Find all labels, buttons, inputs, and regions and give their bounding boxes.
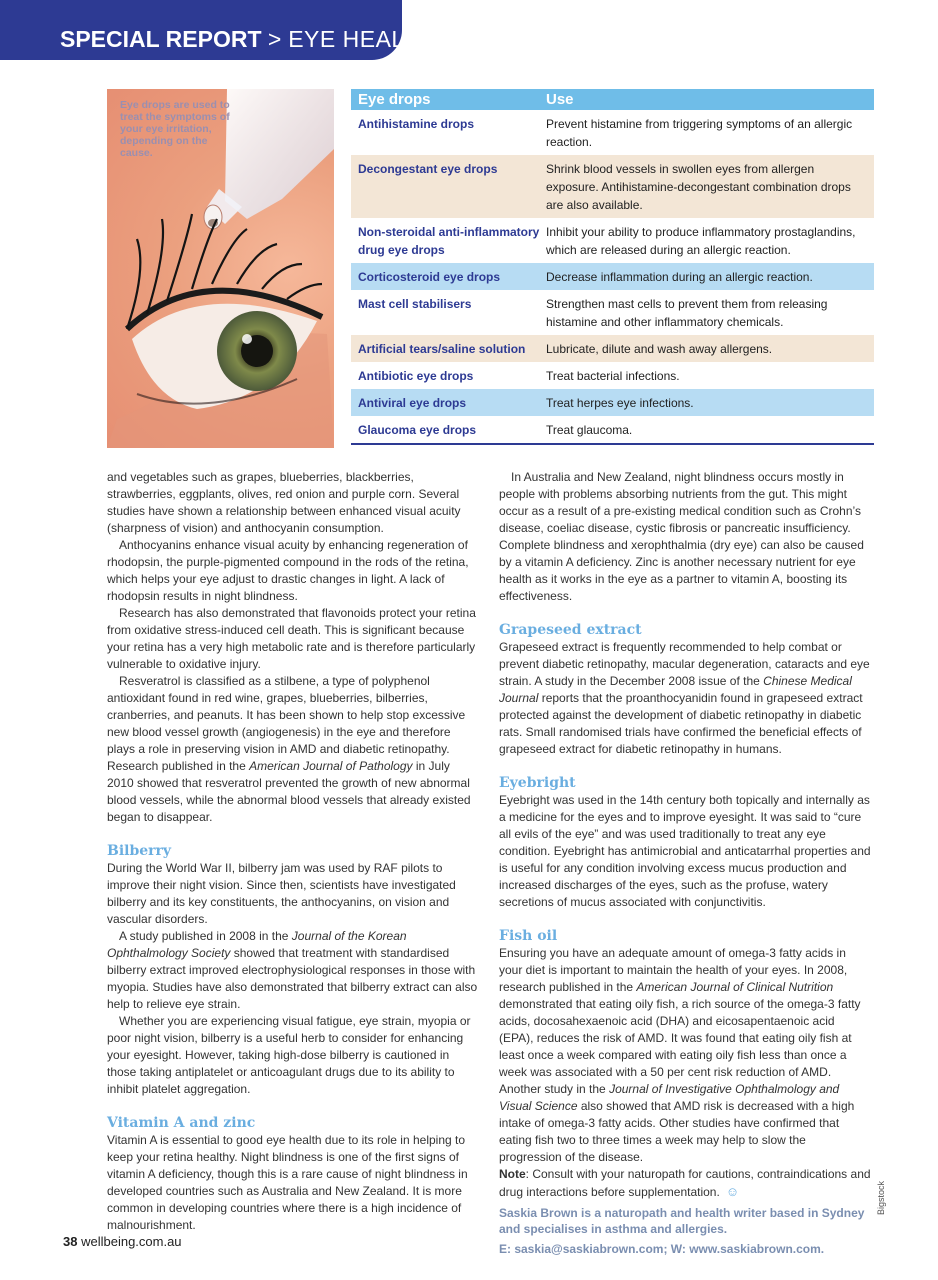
drop-use: Treat glaucoma. (546, 423, 633, 437)
drop-name: Decongestant eye drops (358, 162, 498, 176)
table-row (351, 389, 874, 416)
photo-credit: Bigstock (876, 1180, 886, 1215)
table-row (351, 155, 874, 218)
drop-name: Antiviral eye drops (358, 396, 467, 410)
drop-use: Inhibit your ability to produce inflammatory prostaglandins, which are released during an allergic reaction. (546, 225, 856, 257)
paragraph: Eyebright was used in the 14th century both topically and internally as a medicine for the eyes and to improve eyesight. It was said to “cure all evils of the eye” and was used traditionally to treat any eye condition. Eyebright has antimicrobial and anticatarrhal properties and is useful for any condition involving excess mucus production and increased discharges of the eyes, such as the profuse, watery secretions of mucus associated with conjunctivitis. (499, 793, 871, 909)
drop-use: Strengthen mast cells to prevent them from releasing histamine and other inflammatory chemicals. (546, 297, 828, 329)
drop-name: Non-steroidal anti-inflammatory drug eye drops (358, 225, 540, 257)
eye-drops-table (351, 89, 874, 445)
heading-fish-oil: Fish oil (499, 928, 558, 944)
paragraph: Anthocyanins enhance visual acuity by enhancing regeneration of rhodopsin, the purple-pigmented compound in the rods of the retina, which helps your eye adjust to drastic changes in light. A lack of rhodopsin results in night blindness. (107, 538, 469, 603)
paragraph: Vitamin A is essential to good eye health due to its role in helping to keep your retina healthy. Night blindness is one of the first signs of vitamin A deficiency, though this is a rare cause of night blindness in developed countries such as Australia and New Zealand. It is more common in developing countries where there is a high incidence of malnourishment. (107, 1133, 468, 1232)
paragraph: Research has also demonstrated that flavonoids protect your retina from oxidative stress-induced cell death. This is significant because your retina has a very high metabolic rate and is therefore particularly vulnerable to oxidative injury. (107, 606, 476, 671)
paragraph: A study published in 2008 in the Journal of the Korean Ophthalmology Society showed that treatment with standardised bilberry extract improved electrophysiological responses in those with myopia. Studies have also demonstrated that bilberry extract can also help to relieve eye strain. (107, 929, 478, 1011)
heading-bilberry: Bilberry (107, 843, 172, 859)
paragraph: During the World War II, bilberry jam was used by RAF pilots to improve their night vision. Since then, scientists have investigated bilberry and its key constituents, the anthocyanins, on vision and vascular disorders. (107, 861, 456, 926)
drop-name: Corticosteroid eye drops (358, 270, 501, 284)
drop-name: Antibiotic eye drops (358, 369, 474, 383)
drop-use: Decrease inflammation during an allergic reaction. (546, 270, 813, 284)
article-left-column (107, 469, 479, 1234)
author-bio: Saskia Brown is a naturopath and health writer based in Sydney and specialises in asthma and allergies. (499, 1206, 865, 1236)
drop-name: Mast cell stabilisers (358, 297, 472, 311)
paragraph: Ensuring you have an adequate amount of omega-3 fatty acids in your diet is important to maintain the health of your eyes. In 2008, research published in the American Journal of Clinical Nutrition demonstrated that eating oily fish, a rich source of the omega-3 fatty acids, docosahexaenoic acid (DHA) and eicosapentaenoic acid (EPA), reduces the risk of AMD. It was found that eating oily fish at least once a week compared with eating oily fish less than once a week was associated with a 50 per cent risk reduction of AMD. Another study in the Journal of Investigative Ophthalmology and Visual Science also showed that AMD risk is decreased with a high intake of omega-3 fatty acids. Other studies have confirmed that eating fish two to three times a week may help to slow the progression of the disease. (499, 946, 861, 1164)
note-paragraph: Note: Consult with your naturopath for cautions, contraindications and drug interactions before supplementation. ☺ (499, 1167, 871, 1199)
author-contact: E: saskia@saskiabrown.com; W: www.saskiabrown.com. (499, 1242, 825, 1256)
photo-caption: Eye drops are used to treat the symptoms of your eye irritation, depending on the cause. (120, 99, 230, 159)
drop-name: Artificial tears/saline solution (358, 342, 526, 356)
paragraph: and vegetables such as grapes, blueberries, blackberries, strawberries, eggplants, olives, red onion and purple corn. Several studies have shown a relationship between enhanced visual acuity (sharpness of vision) and anthocyanin consumption. (107, 470, 461, 535)
table-header-row (351, 89, 874, 110)
table-row (351, 290, 874, 335)
drop-use: Lubricate, dilute and wash away allergens. (546, 342, 773, 356)
header-eye-drops: Eye drops (358, 91, 431, 108)
table-row (351, 416, 874, 443)
heading-grapeseed: Grapeseed extract (499, 622, 642, 638)
header-separator: > (267, 26, 282, 52)
drop-use: Treat herpes eye infections. (546, 396, 694, 410)
section-header (60, 26, 435, 53)
article-right-column (499, 469, 871, 1257)
drop-use: Prevent histamine from triggering symptoms of an allergic reaction. (546, 117, 853, 149)
table-row (351, 110, 874, 155)
drop-name: Glaucoma eye drops (358, 423, 477, 437)
heading-eyebright: Eyebright (499, 775, 576, 791)
drop-name: Antihistamine drops (358, 117, 475, 131)
page-number: 38 (63, 1234, 78, 1249)
table-row (351, 263, 874, 290)
paragraph: Grapeseed extract is frequently recommended to help combat or prevent diabetic retinopathy, macular degeneration, cataracts and eye strain. A study in the December 2008 issue of the Chinese Medical Journal reports that the proanthocyanidin found in grapeseed extract protected against the development of diabetic retinopathy in diabetic rats. Small randomised trials have confirmed the beneficial effects of grapeseed extract for diabetic retinopathy in humans. (499, 640, 870, 756)
paragraph: In Australia and New Zealand, night blindness occurs mostly in people with problems absorbing nutrients from the gut. This might occur as a result of a pre-existing medical condition such as Crohn’s disease, coeliac disease, cystic fibrosis or pancreatic insufficiency. Complete blindness and xerophthalmia (dry eye) can also be caused by a vitamin A deficiency. Zinc is another necessary nutrient for eye health as it works in the eye as a partner to vitamin A, boosting its effectiveness. (499, 470, 864, 603)
table-row (351, 362, 874, 389)
paragraph: Whether you are experiencing visual fatigue, eye strain, myopia or poor night vision, bilberry is a useful herb to consider for enhancing your eyesight. However, taking high-dose bilberry is cautioned in those taking antiplatelet or anticoagulant drugs due to its ability to inhibit platelet aggregation. (107, 1014, 471, 1096)
site-url: wellbeing.com.au (81, 1234, 182, 1249)
header-use: Use (546, 91, 574, 108)
table-row (351, 218, 874, 263)
section-label: SPECIAL REPORT (60, 26, 262, 52)
topic-label: EYE HEALTH (288, 26, 435, 52)
table-row (351, 335, 874, 362)
end-mark-icon: ☺ (725, 1184, 740, 1199)
drop-use: Shrink blood vessels in swollen eyes from allergen exposure. Antihistamine-decongestant combination drops are also available. (546, 162, 851, 212)
drop-use: Treat bacterial infections. (546, 369, 680, 383)
eye-drop-photo (107, 89, 334, 448)
heading-vitamin-a-zinc: Vitamin A and zinc (107, 1115, 256, 1131)
page-footer (63, 1234, 182, 1249)
paragraph: Resveratrol is classified as a stilbene, a type of polyphenol antioxidant found in red wine, grapes, blueberries, bilberries, cranberries, and peanuts. It has been shown to help stop excessive new blood vessel growth (angiogenesis) in the eye and therefore plays a role in preserving vision in AMD and diabetic retinopathy. Research published in the American Journal of Pathology in July 2010 showed that resveratrol prevented the growth of new abnormal blood vessels, while the abnormal blood vessels that already existed began to disappear. (107, 674, 471, 824)
